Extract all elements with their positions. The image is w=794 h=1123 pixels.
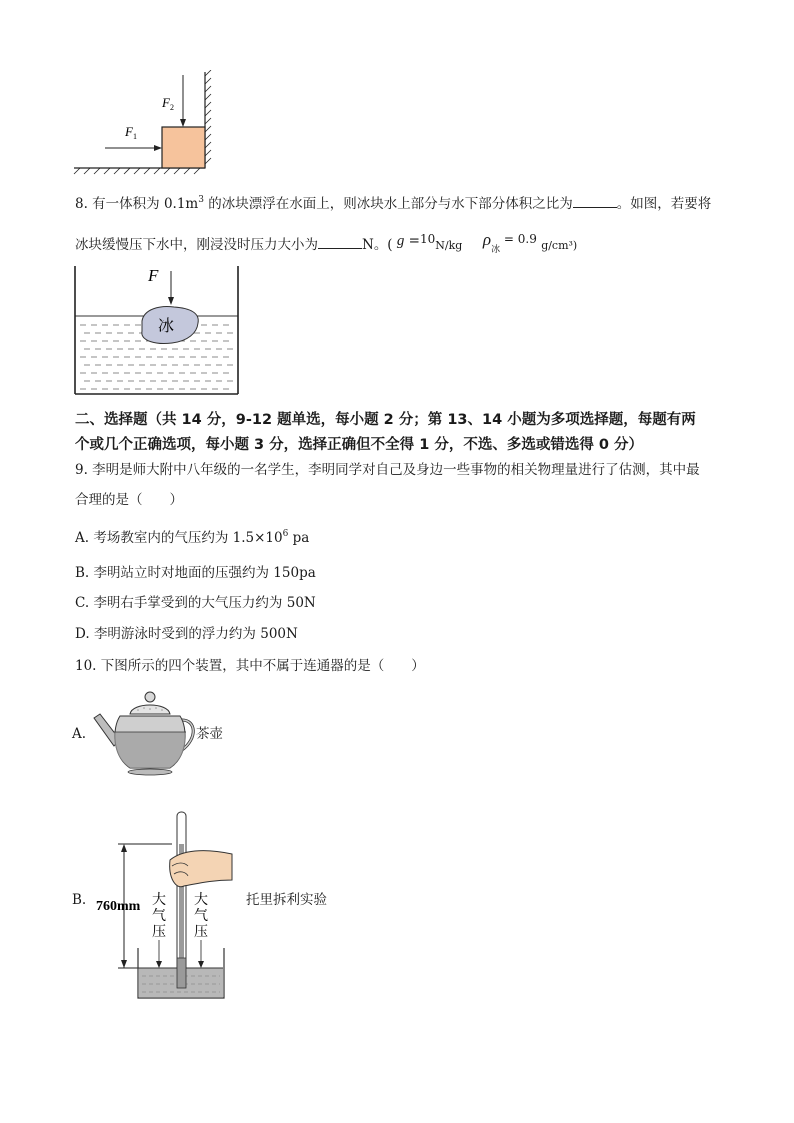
left-pressure-char-2: 气 (152, 909, 166, 924)
section2-line2: 个或几个正确选项，每小题 3 分，选择正确但不全得 1 分，不选、多选或错选得 0 分） (75, 437, 644, 453)
q10-option-a-caption: 茶壶 (196, 726, 223, 742)
block (162, 127, 205, 168)
q8-blank-force[interactable] (318, 236, 362, 249)
q9-option-c[interactable]: C. 李明右手掌受到的大气压力约为 50N (75, 595, 316, 611)
q8-blank-ratio[interactable] (573, 195, 617, 208)
q9-option-d[interactable]: D. 李明游泳时受到的浮力约为 500N (75, 626, 298, 642)
block-wall-figure (70, 70, 220, 180)
q10-option-b-label[interactable]: B. (72, 892, 87, 908)
q10-option-b-caption: 托里拆利实验 (246, 892, 327, 908)
f1-label: $F_1$ (125, 124, 137, 141)
teapot-figure (90, 688, 200, 780)
height-label: 760mm (96, 899, 141, 914)
left-pressure-char-3: 压 (152, 925, 166, 940)
q8-line2: 冰块缓慢压下水中，刚浸没时压力大小为 N。( g =10N/kg $\rho_冰 = 0.9$ g/cm³) (75, 230, 578, 255)
q10-line1: 10. 下图所示的四个装置，其中不属于连通器的是（ ） (75, 658, 425, 674)
force-label: F (148, 266, 159, 285)
f2-label: $F_2$ (162, 95, 174, 112)
right-pressure-char-1: 大 (194, 893, 208, 908)
q9-option-b[interactable]: B. 李明站立时对地面的压强约为 150pa (75, 565, 316, 581)
section2-line1: 二、选择题（共 14 分，9-12 题单选，每小题 2 分；第 13、14 小题为多项选择题，每题有两 (75, 412, 696, 428)
q10-option-a-label[interactable]: A. (72, 726, 87, 742)
right-pressure-char-2: 气 (194, 909, 208, 924)
torricelli-figure (92, 808, 242, 1004)
ice-label: 冰 (158, 318, 175, 335)
left-pressure-char-1: 大 (152, 893, 166, 908)
q9-line2: 合理的是（ ） (75, 492, 183, 508)
q9-option-a[interactable]: A. 考场教室内的气压约为 $1.5\times 10^6$ pa (75, 529, 310, 546)
ice-beaker-figure (72, 263, 242, 397)
q9-line1: 9. 李明是师大附中八年级的一名学生，李明同学对自己及身边一些事物的相关物理量进行了估测，其中最 (75, 462, 700, 478)
right-pressure-char-3: 压 (194, 925, 208, 940)
q8-line1: 8. 有一体积为 $0.1m^3$ 的冰块漂浮在水面上，则冰块水上部分与水下部分体积之比为 。如图，若要将 (75, 195, 712, 212)
